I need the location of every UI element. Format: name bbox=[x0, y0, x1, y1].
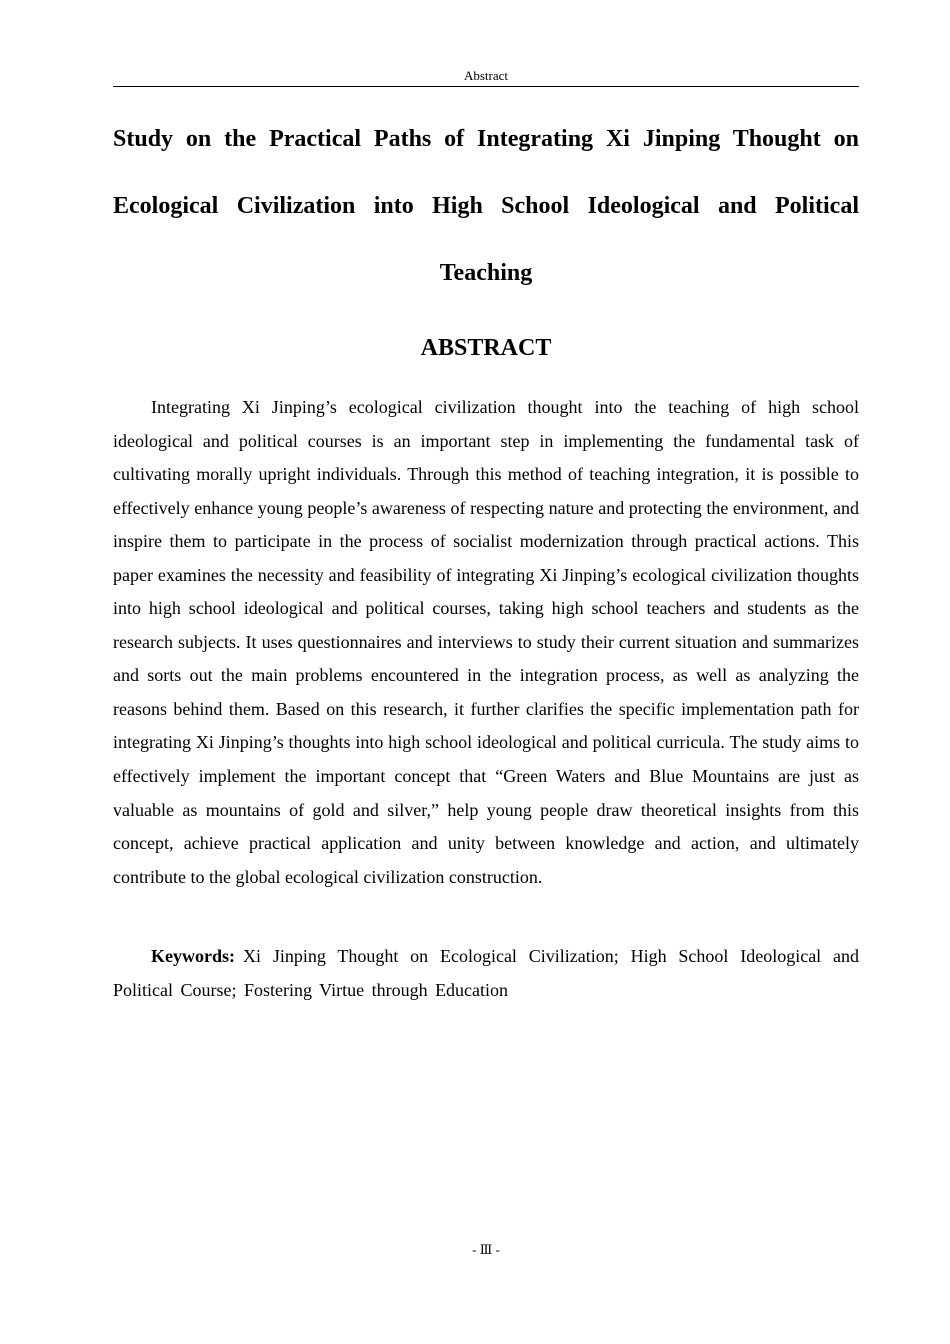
header-rule bbox=[113, 86, 859, 87]
keywords-line bbox=[113, 940, 859, 1007]
keywords-label: Keywords: bbox=[151, 946, 235, 966]
paper-title: Study on the Practical Paths of Integrating Xi Jinping Thought on Ecological Civilization into High School Ideological and Political Teaching bbox=[113, 126, 859, 286]
running-header: Abstract bbox=[463, 68, 509, 83]
abstract-heading: ABSTRACT bbox=[420, 335, 552, 361]
abstract-paragraph: Integrating Xi Jinping’s ecological civilization thought into the teaching of high school ideological and political courses is an important step in implementing the fundamental task of cultivating morally upright individuals. Through this method of teaching integration, it is possible to effectively enhance young people’s awareness of respecting nature and protecting the environment, and inspire them to participate in the process of socialist modernization through practical actions. This paper examines the necessity and feasibility of integrating Xi Jinping’s ecological civilization thoughts into high school ideological and political courses, taking high school teachers and students as the research subjects. It uses questionnaires and interviews to study their current situation and summarizes and sorts out the main problems encountered in the integration process, as well as analyzing the reasons behind them. Based on this research, it further clarifies the specific implementation path for integrating Xi Jinping’s thoughts into high school ideological and political curricula. The study aims to effectively implement the important concept that “Green Waters and Blue Mountains are just as valuable as mountains of gold and silver,” help young people draw theoretical insights from this concept, achieve practical application and unity between knowledge and action, and ultimately contribute to the global ecological civilization construction. bbox=[113, 397, 859, 887]
page-number: - Ⅲ - bbox=[472, 1242, 500, 1257]
keywords-text: Xi Jinping Thought on Ecological Civilization; High School Ideological and Political Course; Fostering Virtue through Education bbox=[113, 946, 859, 1000]
